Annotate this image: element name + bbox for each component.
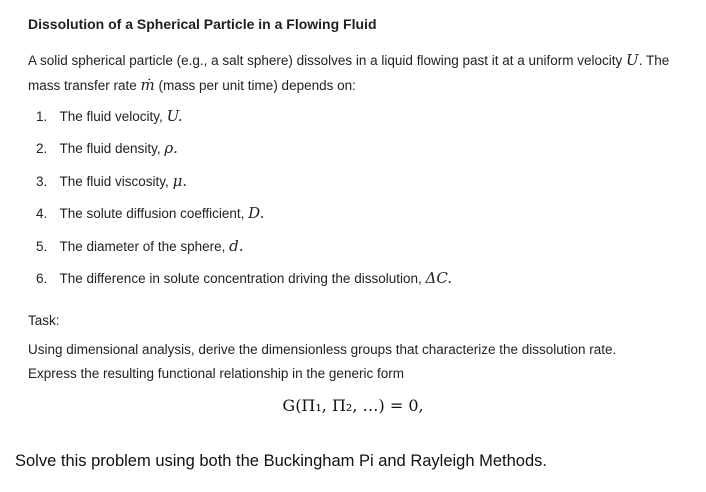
problem-title: Dissolution of a Spherical Particle in a Flowing Fluid	[28, 16, 377, 32]
list-item: 2. The fluid density, ρ.	[36, 139, 178, 158]
task-line-1: Using dimensional analysis, derive the dimensionless groups that characterize the dissolution rate.	[28, 342, 617, 357]
variable-symbol: d	[229, 236, 239, 255]
mass-rate-symbol: ṁ	[140, 76, 155, 94]
problem-intro	[28, 48, 688, 98]
velocity-symbol: U	[626, 51, 639, 69]
variable-symbol: U	[166, 107, 178, 125]
variable-list	[36, 104, 452, 298]
list-item: 1. The fluid velocity, U.	[36, 107, 183, 125]
list-item: 6. The difference in solute concentration driving the dissolution, ΔC.	[36, 268, 453, 287]
variable-symbol: ΔC	[425, 268, 448, 287]
variable-symbol: D	[248, 204, 260, 223]
task-line-2: Express the resulting functional relationship in the generic form	[28, 366, 404, 381]
intro-text-1: A solid spherical particle (e.g., a salt sphere) dissolves in a liquid flowing past it at a uniform velocity	[28, 53, 627, 68]
list-item: 5. The diameter of the sphere, d.	[36, 236, 244, 255]
functional-equation: G(Π₁, Π₂, …) = 0,	[282, 396, 424, 415]
task-description	[28, 338, 698, 386]
task-label: Task:	[28, 313, 60, 328]
variable-symbol: ρ	[164, 139, 174, 158]
list-item: 3. The fluid viscosity, μ.	[36, 171, 188, 190]
variable-symbol: μ	[172, 171, 183, 190]
intro-text-2: . The mass transfer rate	[28, 53, 670, 93]
list-item: 4. The solute diffusion coefficient, D.	[36, 204, 265, 223]
solve-instruction: Solve this problem using both the Buckingham Pi and Rayleigh Methods.	[15, 452, 547, 470]
intro-text-3: (mass per unit time) depends on:	[154, 78, 356, 93]
